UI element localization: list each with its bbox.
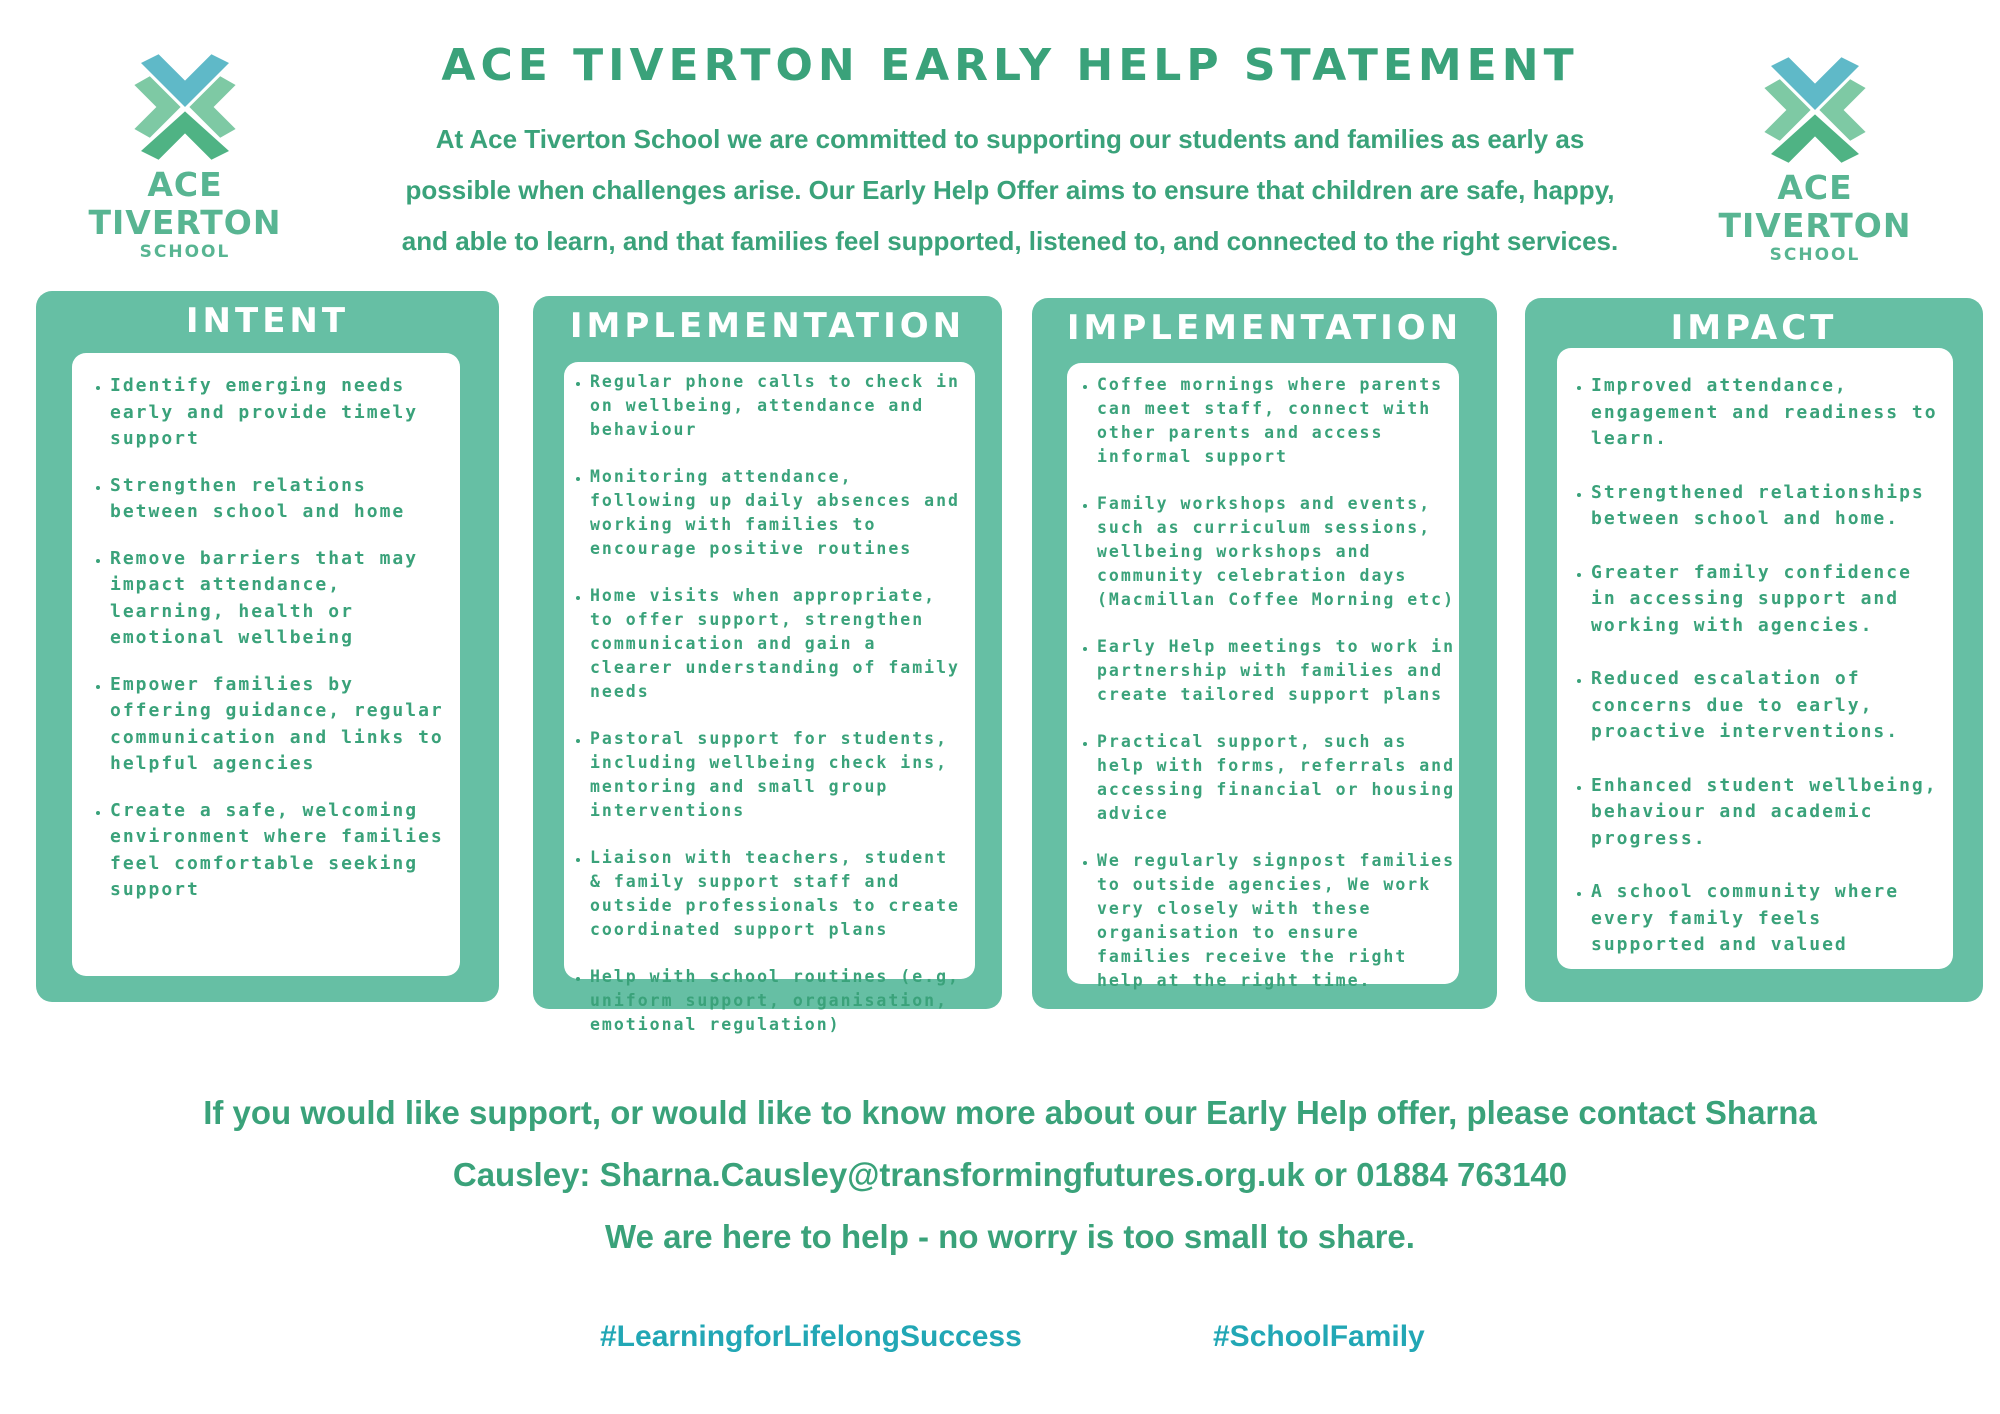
intent-panel [36,291,499,1002]
list-item: • We regularly signpost families to outside agencies, We work very closely with these organisation to ensure families receive the right help at the right time. [1097,849,1459,993]
hashtag-school-family: #SchoolFamily [1213,1320,1425,1353]
contact-line: We are here to help - no worry is too small to share. [605,1218,1415,1255]
list-item: • Practical support, such as help with forms, referrals and accessing financial or housing advice [1097,730,1459,826]
panel-title: IMPLEMENTATION [1066,308,1463,348]
list-item: • Pastoral support for students, including wellbeing check ins, mentoring and small group interventions [590,727,971,823]
list-item: • Reduced escalation of concerns due to early, proactive interventions. [1591,666,1949,746]
school-logo-left [50,52,320,262]
impact-panel [1525,298,1983,1002]
list-item: • Improved attendance, engagement and readiness to learn. [1591,373,1949,453]
list-item: • Early Help meetings to work in partnership with families and create tailored support plans [1097,635,1459,707]
school-logo-right [1680,55,1950,265]
list-item: • Greater family confidence in accessing support and working with agencies. [1591,560,1949,640]
list-item: • Liaison with teachers, student & family support staff and outside professionals to create coordinated support plans [590,846,971,942]
list-item: • Identify emerging needs early and provide timely support [110,373,448,453]
logo-mark-icon [1760,55,1870,165]
intro-line: possible when challenges arise. Our Early Help Offer aims to ensure that children are safe, happy, [405,175,1615,205]
implementation-panel-2 [1032,298,1497,1009]
list-item: • Family workshops and events, such as curriculum sessions, wellbeing workshops and community celebration days (Macmillan Coffee Morning etc) [1097,492,1459,612]
panel-title: IMPLEMENTATION [569,306,966,346]
list-item: • Monitoring attendance, following up daily absences and working with families to encourage positive routines [590,465,971,561]
list-item: • Empower families by offering guidance, regular communication and links to helpful agencies [110,672,448,778]
panel-card [72,353,460,976]
list-item: • Create a safe, welcoming environment where families feel comfortable seeking support [110,798,448,904]
implementation-panel-1 [533,296,1002,1034]
contact-email-line[interactable]: Causley: Sharna.Causley@transformingfutures.org.uk or 01884 763140 [452,1156,1568,1193]
logo-name: ACE TIVERTON [1718,168,1912,245]
logo-mark-icon [130,52,240,162]
contact-section [170,1082,1850,1268]
intent-list [84,373,448,904]
panel-card [1557,348,1953,969]
list-item: • Help with school routines (e.g, uniform support, organisation, emotional regulation) [590,965,971,1037]
list-item: • Remove barriers that may impact attendance, learning, health or emotional wellbeing [110,546,448,652]
list-item: • Enhanced student wellbeing, behaviour and academic progress. [1591,773,1949,853]
list-item: • Strengthened relationships between school and home. [1591,480,1949,533]
list-item: • Home visits when appropriate, to offer support, strengthen communication and gain a clearer understanding of family needs [590,584,971,704]
implementation-list [1071,373,1459,993]
implementation-list [564,370,971,1037]
logo-name: ACE TIVERTON [88,165,282,242]
impact-list [1565,373,1949,959]
logo-subtitle: SCHOOL [139,242,231,262]
list-item: • Regular phone calls to check in on wellbeing, attendance and behaviour [590,370,971,442]
list-item: • Strengthen relations between school and home [110,473,448,526]
hashtag-learning: #LearningforLifelongSuccess [600,1320,1022,1353]
logo-subtitle: SCHOOL [1769,245,1861,265]
list-item: • A school community where every family feels supported and valued [1591,879,1949,959]
page-title: ACE TIVERTON EARLY HELP STATEMENT [441,40,1579,91]
intro-paragraph [340,114,1680,267]
intro-line: and able to learn, and that families feel supported, listened to, and connected to the right services. [401,226,1619,256]
panel-card [1067,363,1459,990]
list-item: • Coffee mornings where parents can meet staff, connect with other parents and access informal support [1097,373,1459,469]
intro-line: At Ace Tiverton School we are committed to supporting our students and families as early as [435,124,1585,154]
contact-line: If you would like support, or would like to know more about our Early Help offer, please contact Sharna [203,1094,1817,1131]
panel-title: INTENT [185,301,350,341]
panel-title: IMPACT [1670,308,1838,348]
panel-card [564,362,975,1034]
